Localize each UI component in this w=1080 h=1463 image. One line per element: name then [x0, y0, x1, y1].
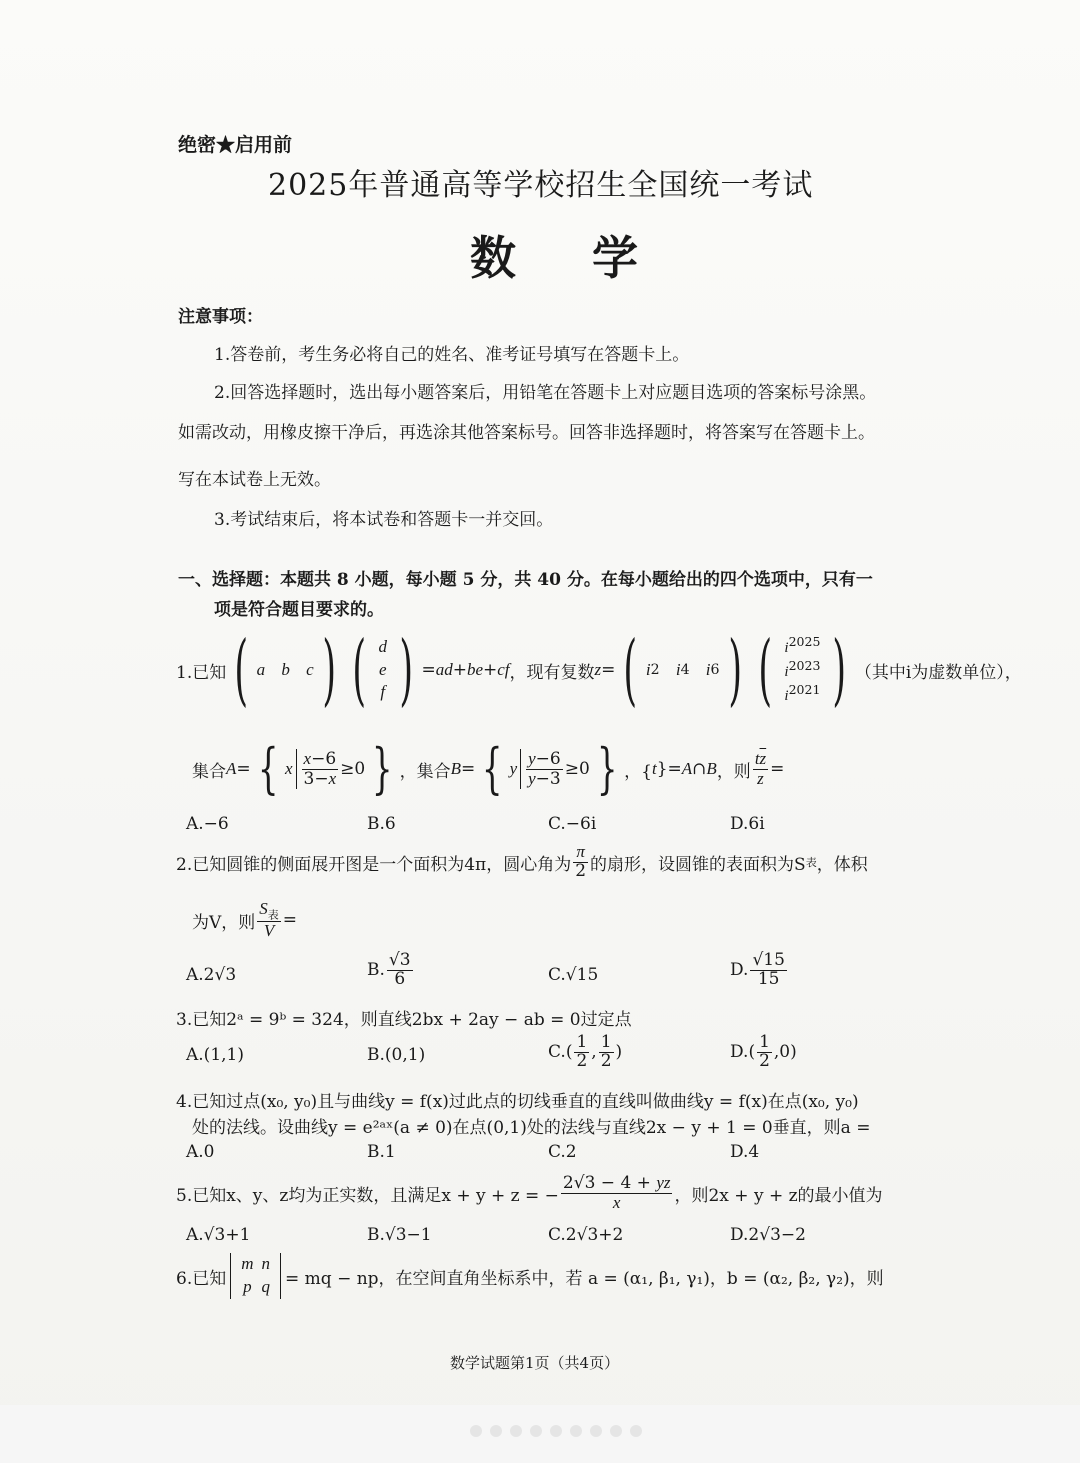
question-5: 5.已知x、y、z均为正实数，且满足x + y + z = − $\frac{2√3 - 4 + yz}{x}$ ，则2x + y + z的最小值为 [176, 1172, 883, 1212]
q1-sets: 集合 A = { x $\frac{x-6}{3-x}$ ≥0 } ，集合 B = { y $\frac{y-6}{y-3}$ ≥0 } ，{ t }= A ∩ B ，则 $\frac{t\overline{z}}{z}$ = [192, 737, 785, 800]
q1-set-a-label: 集合 [192, 761, 226, 782]
q1-mid: ，现有复数 [509, 662, 595, 683]
q1-prefix: 1.已知 [176, 662, 227, 683]
q4-option-d[interactable]: D.4 [730, 1142, 760, 1162]
page-dot-2[interactable] [490, 1425, 502, 1437]
question-2: 2.已知圆锥的侧面展开图是一个面积为4π，圆心角为 $\frac{\pi}{2}$ 的扇形，设圆锥的表面积为S 表 ，体积 [176, 842, 868, 881]
question-6: 6.已知 m p n q = mq − np，在空间直角坐标系中，若 a = (α₁, β₁, γ₁)，b = (α₂, β₂, γ₂)，则 [176, 1252, 884, 1300]
q2-option-c[interactable]: C.√15 [548, 965, 599, 985]
q4-option-c[interactable]: C.2 [548, 1142, 577, 1162]
q1-option-b[interactable]: B.6 [367, 814, 396, 834]
page-dot-5[interactable] [550, 1425, 562, 1437]
q5-option-a[interactable]: A.√3+1 [186, 1225, 251, 1245]
q1-option-a[interactable]: A.−6 [186, 814, 229, 834]
q1-option-d[interactable]: D.6i [730, 814, 765, 834]
page-dot-3[interactable] [510, 1425, 522, 1437]
question-4: 4.已知过点(x₀, y₀)且与曲线y = f(x)过此点的切线垂直的直线叫做曲线y = f(x)在点(x₀, y₀) [176, 1092, 859, 1112]
q1-option-c[interactable]: C.−6i [548, 814, 597, 834]
note-item-3: 3.考试结束后，将本试卷和答题卡一并交回。 [214, 510, 554, 530]
page-dot-4[interactable] [530, 1425, 542, 1437]
q4-option-b[interactable]: B.1 [367, 1142, 396, 1162]
page-dot-1[interactable] [470, 1425, 482, 1437]
q3-option-c[interactable]: C. ( $\frac{1}{2}$ , $\frac{1}{2}$ ) [548, 1032, 623, 1071]
subject-title: 数 学 [470, 231, 669, 285]
q5-option-c[interactable]: C.2√3+2 [548, 1225, 624, 1245]
q1-set-b-label: ，集合 [399, 761, 451, 782]
section-heading-cont: 项是符合题目要求的。 [214, 600, 384, 620]
q1-then: ，则 [716, 761, 751, 782]
q2-option-a[interactable]: A.2√3 [186, 965, 237, 985]
q5-option-b[interactable]: B.√3−1 [367, 1225, 432, 1245]
page-indicator [470, 1425, 642, 1437]
q2-option-d[interactable]: D. $\frac{√15}{15}$ [730, 950, 785, 989]
page-dot-6[interactable] [570, 1425, 582, 1437]
page-dot-7[interactable] [590, 1425, 602, 1437]
q5-option-d[interactable]: D.2√3−2 [730, 1225, 806, 1245]
secret-label: 绝密★启用前 [178, 134, 293, 156]
section-heading: 一、选择题：本题共 8 小题，每小题 5 分，共 40 分。在每小题给出的四个选项中，只有一 [178, 570, 873, 590]
q3-option-a[interactable]: A.(1,1) [186, 1045, 244, 1065]
page-dot-9[interactable] [630, 1425, 642, 1437]
question-2-cont: 为V，则 $\frac{S_表}{V}$ = [192, 898, 298, 940]
exam-title: 2025年普通高等学校招生全国统一考试 [268, 168, 814, 203]
note-item-2: 2.回答选择题时，选出每小题答案后，用铅笔在答题卡上对应题目选项的答案标号涂黑。 [214, 383, 877, 403]
question-3: 3.已知2ᵃ = 9ᵇ = 324，则直线2bx + 2ay − ab = 0过定点 [176, 1010, 632, 1030]
question-1: 1.已知 ( a b c ) ( d e f ) =ad+be+cf ，现有复数 z = ( i 2 i 4 i 6 ) ( $i^{2025}$ $i^{2023}$ $i^{2021}$ ) （其中i为虚数单位）， [176, 624, 1022, 715]
page-footer: 数学试题第1页（共4页） [450, 1354, 620, 1372]
q3-option-b[interactable]: B.(0,1) [367, 1045, 426, 1065]
q3-option-d[interactable]: D. ( $\frac{1}{2}$ ,0) [730, 1032, 797, 1071]
notes-title: 注意事项： [178, 307, 263, 327]
q1-suffix: （其中i为虚数单位）， [854, 662, 1022, 683]
note-item-2-end: 写在本试卷上无效。 [178, 470, 331, 490]
question-4-cont: 处的法线。设曲线y = e²ᵃˣ(a ≠ 0)在点(0,1)处的法线与直线2x − y + 1 = 0垂直，则a = [192, 1118, 871, 1138]
note-item-1: 1.答卷前，考生务必将自己的姓名、准考证号填写在答题卡上。 [214, 345, 690, 365]
q4-option-a[interactable]: A.0 [186, 1142, 215, 1162]
page-dot-8[interactable] [610, 1425, 622, 1437]
q2-option-b[interactable]: B. $\frac{√3}{6}$ [367, 950, 411, 989]
note-item-2-cont: 如需改动，用橡皮擦干净后，再选涂其他答案标号。回答非选择题时，将答案写在答题卡上。 [178, 423, 875, 443]
